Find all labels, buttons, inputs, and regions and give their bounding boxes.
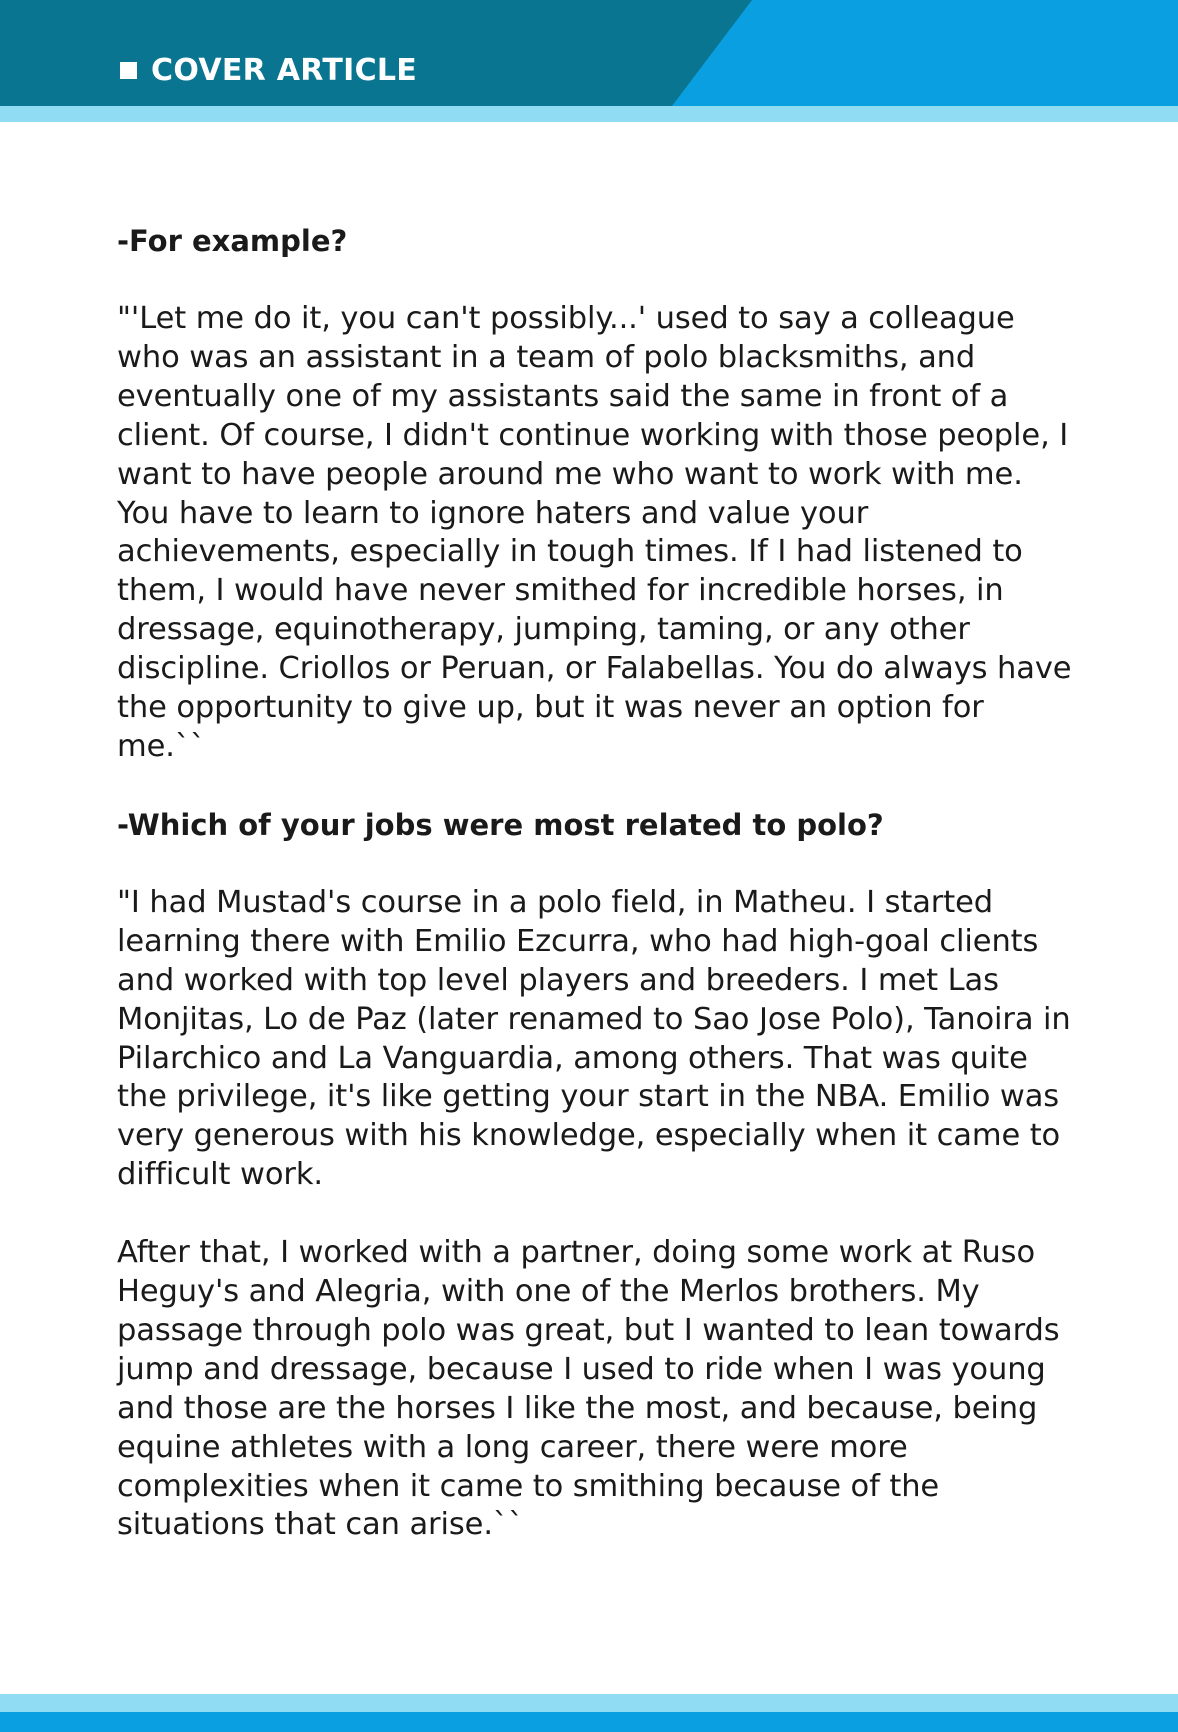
- answer-2: "I had Mustad's course in a polo field, in Matheu. I started learning there with Emilio Ezcurra, who had high-goal clients and worked with top level players and breeders. I met Las Monjitas, Lo de Paz (later renamed to Sao Jose Polo), Tanoira in Pilarchico and La Vanguardia, among others. That was quite the privilege, it's like getting your start in the NBA. Emilio was very generous with his knowledge, especially when it came to difficult work.: [117, 884, 1071, 1193]
- article-body: [117, 222, 1077, 1584]
- footer-stripe-light: [0, 1694, 1178, 1712]
- footer-bar: [0, 1694, 1178, 1732]
- section-label-text: COVER ARTICLE: [151, 52, 418, 88]
- answer-2-continued: After that, I worked with a partner, doing some work at Ruso Heguy's and Alegria, with one of the Merlos brothers. My passage through polo was great, but I wanted to lean towards jump and dressage, because I used to ride when I was young and those are the horses I like the most, and because, being equine athletes with a long career, there were more complexities when it came to smithing because of the situations that can arise.``: [117, 1235, 1060, 1543]
- answer-1: "'Let me do it, you can't possibly...' used to say a colleague who was an assistant in a team of polo blacksmiths, and eventually one of my assistants said the same in front of a client. Of course, I didn't continue working with those people, I want to have people around me who want to work with me. You have to learn to ignore haters and value your achievements, especially in tough times. If I had listened to them, I would have never smithed for incredible horses, in dressage, equinotherapy, jumping, taming, or any other discipline. Criollos or Peruan, or Falabellas. You do always have the opportunity to give up, but it was never an option for me.``: [117, 301, 1072, 764]
- square-bullet-icon: [120, 62, 137, 79]
- section-header: [0, 0, 1178, 122]
- question-1: -For example?: [117, 224, 348, 258]
- section-label: [120, 48, 417, 92]
- question-2: -Which of your jobs were most related to polo?: [117, 807, 884, 842]
- footer-stripe-dark: [0, 1712, 1178, 1732]
